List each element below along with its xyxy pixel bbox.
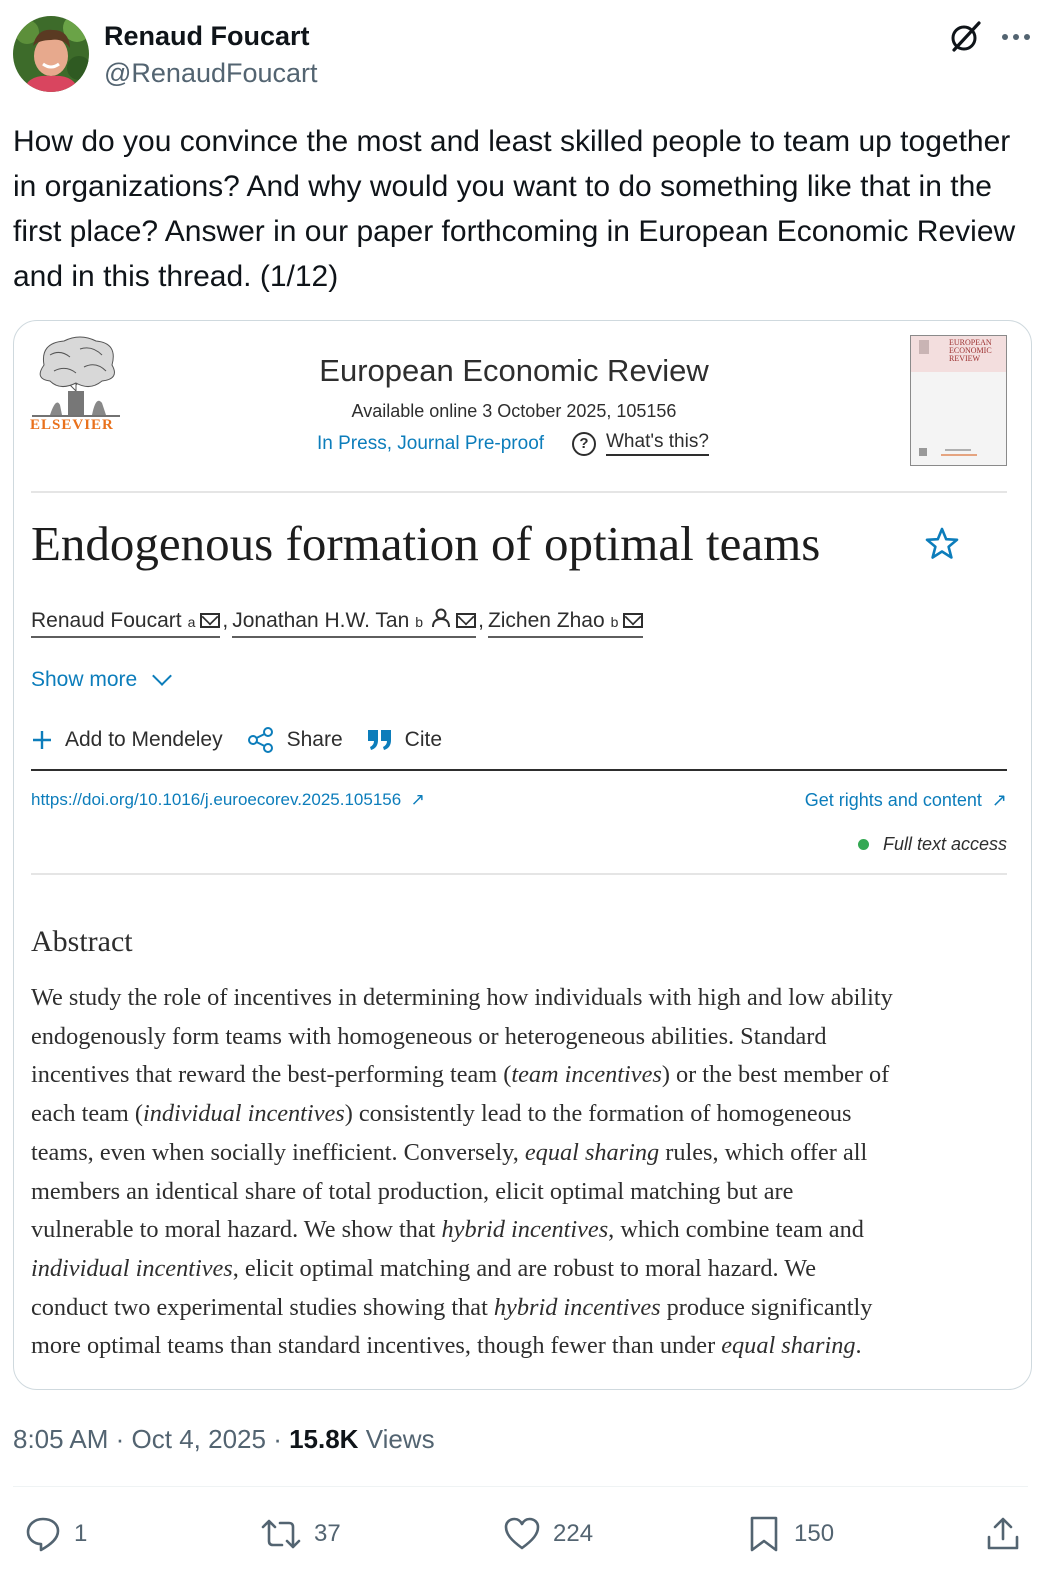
add-to-mendeley-button[interactable] bbox=[31, 728, 223, 752]
rights-link[interactable] bbox=[805, 790, 1007, 811]
views-label: Views bbox=[365, 1424, 435, 1454]
engagement-bar bbox=[0, 1510, 1039, 1560]
like-count: 224 bbox=[553, 1520, 594, 1547]
abstract-line: We study the role of incentives in determining how individuals with high and low ability bbox=[31, 984, 893, 1011]
abstract-line: incentives that reward the best-performing team (team incentives) or the best member of bbox=[31, 1061, 890, 1089]
mail-icon bbox=[456, 613, 476, 628]
access-status bbox=[858, 834, 1007, 855]
mendeley-label: Add to Mendeley bbox=[65, 728, 223, 751]
bookmark-icon bbox=[746, 1515, 782, 1553]
share-label: Share bbox=[286, 728, 343, 751]
rights-label: Get rights and content bbox=[804, 790, 982, 810]
abstract-heading: Abstract bbox=[31, 925, 133, 958]
access-label: Full text access bbox=[882, 834, 1007, 854]
mail-icon bbox=[200, 613, 220, 628]
doi-link[interactable] bbox=[31, 790, 425, 810]
abstract-line: vulnerable to moral hazard. We show that hybrid incentives, which combine team and bbox=[31, 1216, 864, 1244]
author-link-foucart[interactable] bbox=[31, 609, 220, 638]
stats-divider bbox=[13, 1486, 1028, 1487]
show-more-label: Show more bbox=[31, 668, 138, 691]
paper-image[interactable] bbox=[13, 320, 1032, 1390]
bookmark-count: 150 bbox=[794, 1520, 835, 1547]
cite-button[interactable] bbox=[367, 728, 442, 752]
star-icon[interactable] bbox=[924, 526, 960, 562]
author-link-tan[interactable] bbox=[232, 607, 476, 638]
abstract-text bbox=[31, 979, 1016, 1366]
repost-count: 37 bbox=[314, 1520, 341, 1547]
tweet-text: How do you convince the most and least skilled people to team up together in organizations? And why would you want to do something like that in the first place? Answer in our paper forthcoming in European Economic Review and in this thread. (1/12) bbox=[13, 125, 1016, 293]
external-arrow-icon: ↗ bbox=[405, 790, 425, 809]
share-icon bbox=[247, 727, 275, 753]
author-name: Zichen Zhao bbox=[487, 609, 605, 632]
whats-this-link[interactable] bbox=[572, 431, 709, 456]
author-name: Jonathan H.W. Tan bbox=[232, 609, 410, 632]
author-name[interactable]: Renaud Foucart bbox=[104, 21, 310, 51]
meta-divider bbox=[31, 873, 1007, 875]
more-icon[interactable] bbox=[996, 18, 1036, 56]
reply-button[interactable] bbox=[24, 1515, 87, 1553]
mail-icon bbox=[623, 613, 643, 628]
upload-share-icon bbox=[984, 1515, 1022, 1553]
paper-title: Endogenous formation of optimal teams bbox=[31, 516, 821, 571]
chevron-down-icon bbox=[152, 666, 172, 686]
author-name: Renaud Foucart bbox=[31, 609, 182, 632]
cite-label: Cite bbox=[404, 728, 443, 751]
abstract-line: more optimal teams than standard incentives, though fewer than under equal sharing. bbox=[31, 1332, 862, 1360]
views-count: 15.8K bbox=[289, 1424, 359, 1454]
publisher-name: ELSEVIER bbox=[30, 417, 114, 433]
reply-count: 1 bbox=[74, 1520, 88, 1547]
reply-icon bbox=[24, 1515, 62, 1553]
abstract-line: individual incentives, elicit optimal matching and are robust to moral hazard. We bbox=[31, 1254, 816, 1282]
grok-icon[interactable] bbox=[946, 18, 984, 56]
author-handle[interactable]: @RenaudFoucart bbox=[104, 58, 318, 88]
like-button[interactable] bbox=[503, 1515, 593, 1553]
journal-name[interactable]: European Economic Review bbox=[319, 353, 709, 388]
share-button[interactable] bbox=[247, 727, 343, 753]
show-more-button[interactable] bbox=[31, 668, 169, 692]
abstract-line: conduct two experimental studies showing that hybrid incentives produce significantly bbox=[31, 1293, 873, 1321]
author-link-zhao[interactable] bbox=[488, 609, 644, 638]
action-divider bbox=[31, 769, 1007, 771]
abstract-line: teams, even when socially inefficient. Conversely, equal sharing rules, which offer all bbox=[31, 1138, 868, 1166]
journal-cover[interactable] bbox=[910, 335, 1007, 466]
bookmark-button[interactable] bbox=[746, 1515, 834, 1553]
tweet-meta: 8:05 AM · Oct 4, 2025 · 15.8K Views bbox=[13, 1424, 435, 1454]
affiliation-sup: a bbox=[187, 614, 196, 630]
heart-icon bbox=[503, 1515, 541, 1553]
header-divider bbox=[31, 491, 1007, 493]
abstract-line: each team (individual incentives) consistently lead to the formation of homogeneous bbox=[31, 1100, 852, 1128]
plus-icon bbox=[31, 729, 53, 751]
cover-title: EUROPEAN ECONOMIC REVIEW bbox=[949, 338, 992, 363]
timestamp-date[interactable]: Oct 4, 2025 bbox=[131, 1424, 266, 1454]
quote-icon bbox=[367, 729, 393, 751]
person-icon bbox=[431, 608, 451, 626]
abstract-line: endogenously form teams with homogeneous or heterogeneous abilities. Standard bbox=[31, 1022, 827, 1050]
abstract-line: members an identical share of total production, elicit optimal matching but are bbox=[31, 1177, 794, 1205]
repost-button[interactable] bbox=[260, 1515, 341, 1553]
affiliation-sup: b bbox=[610, 614, 619, 630]
repost-icon bbox=[260, 1515, 302, 1553]
press-status-link[interactable]: In Press, Journal Pre-proof bbox=[317, 433, 545, 454]
author-list: Renaud Foucart a , Jonathan H.W. Tan b , Zichen Zhao b bbox=[31, 607, 643, 638]
question-icon: ? bbox=[572, 432, 596, 456]
timestamp-time[interactable]: 8:05 AM bbox=[13, 1424, 109, 1454]
share-tweet-button[interactable] bbox=[984, 1515, 1034, 1553]
avatar[interactable] bbox=[13, 16, 89, 92]
available-online: Available online 3 October 2025, 105156 bbox=[351, 401, 677, 421]
status-dot-icon bbox=[858, 839, 869, 850]
external-arrow-icon: ↗ bbox=[986, 790, 1007, 810]
whats-this-label: What's this? bbox=[606, 431, 709, 456]
action-bar bbox=[31, 727, 466, 753]
affiliation-sup: b bbox=[415, 614, 424, 630]
doi-label: https://doi.org/10.1016/j.euroecorev.2025.105156 bbox=[31, 790, 402, 809]
